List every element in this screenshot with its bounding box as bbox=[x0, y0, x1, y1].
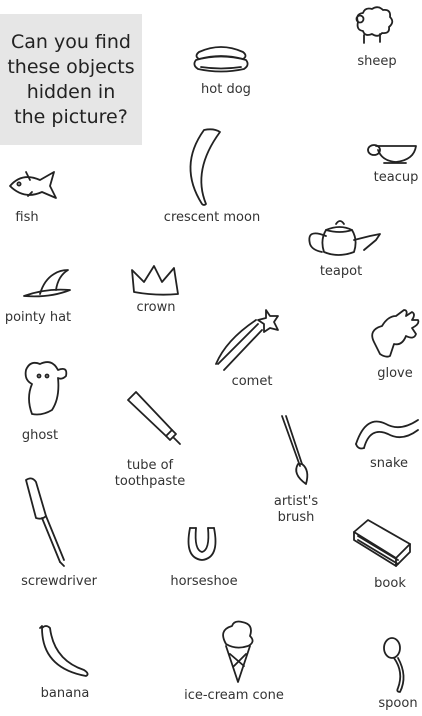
glove-icon bbox=[368, 306, 422, 360]
label-crown: crown bbox=[136, 300, 176, 315]
comet-icon bbox=[212, 306, 286, 372]
label-banana: banana bbox=[40, 686, 90, 701]
fish-icon bbox=[6, 168, 58, 202]
label-pointy-hat: pointy hat bbox=[4, 310, 72, 325]
sheep-icon bbox=[350, 6, 394, 46]
label-ice-cream-cone: ice-cream cone bbox=[184, 688, 284, 703]
label-horseshoe: horseshoe bbox=[170, 574, 238, 589]
crescent-moon-icon bbox=[180, 128, 226, 208]
label-book: book bbox=[374, 576, 406, 591]
teacup-icon bbox=[366, 142, 418, 166]
teapot-icon bbox=[304, 216, 386, 262]
pointy-hat-icon bbox=[20, 268, 78, 304]
screwdriver-icon bbox=[18, 476, 70, 568]
label-glove: glove bbox=[377, 366, 413, 381]
toothpaste-icon bbox=[124, 390, 186, 446]
book-icon bbox=[350, 518, 416, 570]
ghost-icon bbox=[20, 358, 68, 418]
label-sheep: sheep bbox=[357, 54, 397, 69]
instruction-heading: Can you find these objects hidden in the picture? bbox=[7, 30, 135, 128]
horseshoe-icon bbox=[182, 524, 222, 564]
label-comet: comet bbox=[231, 374, 273, 389]
spoon-icon bbox=[380, 636, 410, 694]
label-fish: fish bbox=[15, 210, 39, 225]
label-crescent-moon: crescent moon bbox=[163, 210, 261, 225]
instruction-box bbox=[0, 14, 142, 145]
label-toothpaste: tube of toothpaste bbox=[114, 458, 186, 489]
brush-icon bbox=[278, 414, 312, 488]
label-spoon: spoon bbox=[378, 696, 418, 711]
hot-dog-icon bbox=[193, 42, 249, 78]
label-snake: snake bbox=[369, 456, 409, 471]
ice-cream-cone-icon bbox=[220, 620, 256, 684]
label-screwdriver: screwdriver bbox=[21, 574, 97, 589]
label-teacup: teacup bbox=[373, 170, 419, 185]
label-hot-dog: hot dog bbox=[201, 82, 251, 97]
crown-icon bbox=[130, 264, 182, 296]
label-teapot: teapot bbox=[319, 264, 363, 279]
banana-icon bbox=[36, 624, 92, 680]
label-brush: artist's brush bbox=[273, 494, 319, 525]
snake-icon bbox=[352, 412, 422, 452]
label-ghost: ghost bbox=[21, 428, 59, 443]
